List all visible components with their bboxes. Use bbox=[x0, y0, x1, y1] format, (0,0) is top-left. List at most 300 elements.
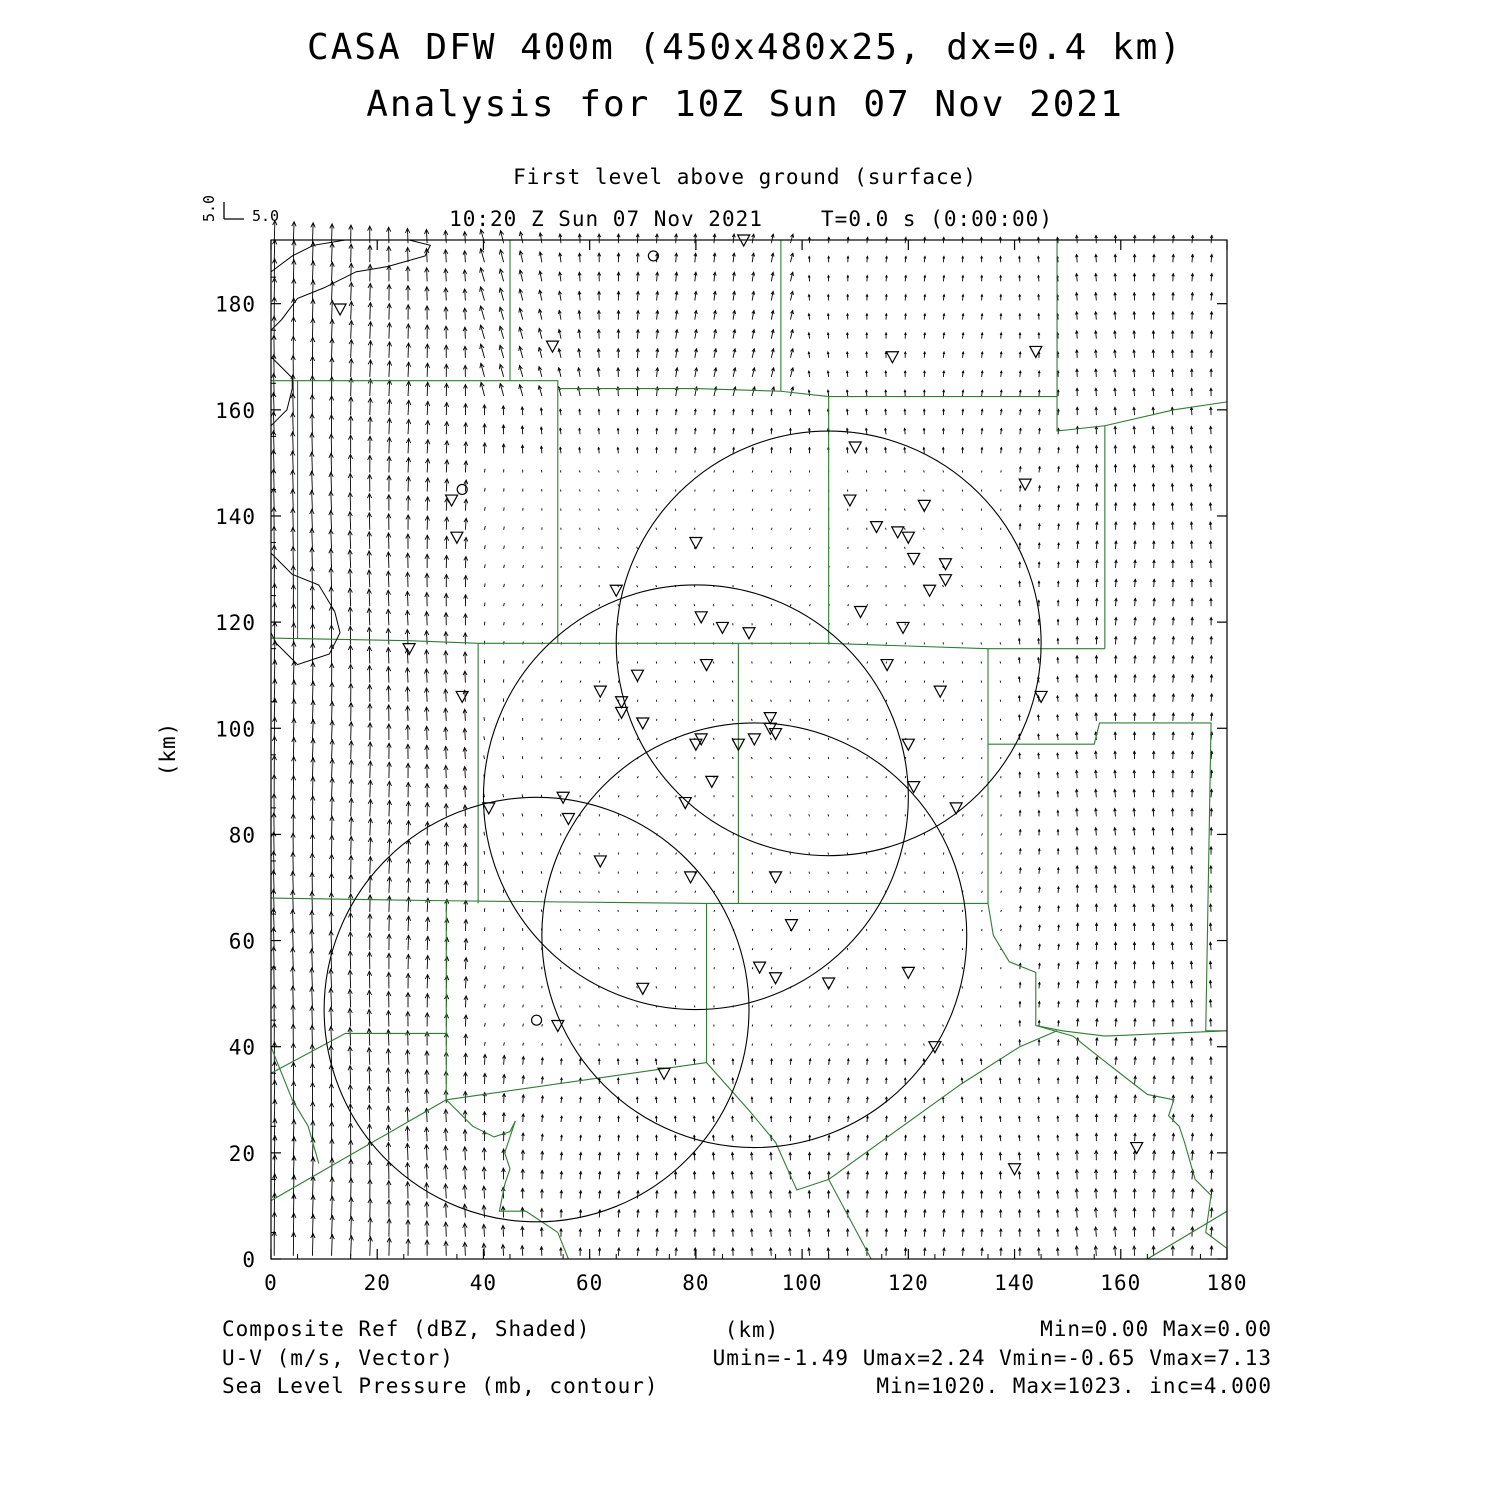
station-triangle-marker bbox=[940, 575, 952, 586]
wind-vector bbox=[676, 814, 677, 816]
wind-vector bbox=[675, 623, 676, 625]
station-triangle-marker bbox=[706, 776, 718, 787]
wind-vector bbox=[504, 565, 505, 568]
wind-vector bbox=[981, 1024, 982, 1026]
station-triangle-marker bbox=[770, 729, 782, 740]
wind-vector bbox=[962, 986, 963, 988]
wind-vector bbox=[351, 722, 352, 740]
wind-vector bbox=[963, 853, 964, 855]
wind-vector bbox=[485, 488, 486, 492]
wind-vector bbox=[963, 776, 964, 778]
wind-vector bbox=[657, 795, 658, 797]
wind-vector bbox=[656, 547, 657, 549]
wind-vector bbox=[293, 508, 294, 529]
wind-vector bbox=[407, 1163, 408, 1180]
wind-vector bbox=[943, 490, 944, 492]
wind-vector bbox=[828, 872, 829, 874]
station-triangle-marker bbox=[716, 622, 728, 633]
wind-vector bbox=[752, 986, 753, 988]
wind-vector bbox=[523, 584, 524, 587]
wind-vector bbox=[733, 509, 734, 511]
wind-vector bbox=[312, 949, 313, 969]
wind-vector bbox=[293, 451, 294, 472]
wind-vector bbox=[542, 566, 543, 568]
wind-vector bbox=[446, 1222, 447, 1237]
wind-vector bbox=[771, 948, 772, 950]
x-tick-label: 60 bbox=[576, 1271, 604, 1295]
wind-vector bbox=[312, 930, 313, 950]
wind-vector bbox=[579, 470, 580, 472]
wind-vector bbox=[408, 935, 409, 950]
wind-vector bbox=[866, 490, 867, 492]
wind-vector bbox=[656, 1024, 657, 1026]
wind-vector bbox=[982, 891, 983, 893]
y-tick-label: 100 bbox=[215, 717, 256, 742]
wind-vector bbox=[312, 1234, 313, 1256]
wind-vector bbox=[637, 1005, 638, 1007]
wind-vector bbox=[541, 814, 542, 816]
wind-vector bbox=[771, 1024, 772, 1026]
county-boundary bbox=[988, 723, 1227, 1031]
wind-vector bbox=[350, 1028, 351, 1046]
wind-vector bbox=[351, 1198, 352, 1218]
wind-vector bbox=[1000, 661, 1001, 663]
wind-vector bbox=[446, 880, 447, 893]
y-tick-label: 140 bbox=[215, 504, 256, 529]
x-tick-label: 160 bbox=[1100, 1271, 1142, 1295]
wind-vector bbox=[924, 566, 925, 568]
wind-vector bbox=[751, 719, 752, 721]
wind-vector bbox=[369, 589, 370, 606]
wind-vector bbox=[522, 852, 523, 855]
wind-vector bbox=[580, 719, 581, 721]
wind-vector bbox=[561, 604, 562, 606]
wind-vector bbox=[790, 528, 791, 530]
wind-vector bbox=[407, 591, 408, 606]
reference-vector-v-label: 5.0 bbox=[200, 194, 218, 222]
wind-vector bbox=[637, 566, 638, 568]
wind-vector bbox=[905, 661, 906, 663]
wind-vector bbox=[904, 528, 905, 530]
wind-vector bbox=[293, 986, 294, 1007]
wind-vector bbox=[751, 700, 752, 702]
x-axis-label: (km) bbox=[724, 1318, 780, 1342]
wind-vector bbox=[771, 528, 772, 530]
station-triangle-marker bbox=[631, 670, 643, 681]
station-triangle-marker bbox=[1030, 346, 1042, 357]
wind-vector bbox=[408, 381, 409, 396]
y-tick-label: 40 bbox=[228, 1035, 256, 1060]
wind-vector bbox=[732, 719, 733, 721]
wind-vector bbox=[351, 1236, 352, 1256]
wind-vector bbox=[407, 630, 408, 645]
station-triangle-marker bbox=[1019, 479, 1031, 490]
wind-vector bbox=[350, 512, 351, 530]
wind-vector bbox=[828, 795, 829, 797]
wind-vector bbox=[370, 761, 371, 778]
wind-vector bbox=[676, 891, 677, 893]
plot-area bbox=[271, 221, 1227, 1259]
county-boundary bbox=[271, 381, 1227, 431]
station-triangle-marker bbox=[844, 495, 856, 506]
wind-vector bbox=[695, 814, 696, 816]
wind-vector bbox=[657, 757, 658, 759]
wind-vector bbox=[331, 568, 332, 587]
wind-vector bbox=[599, 719, 600, 721]
wind-vector bbox=[618, 948, 619, 950]
wind-vector bbox=[332, 1158, 333, 1179]
wind-vector bbox=[485, 985, 486, 989]
wind-vector bbox=[732, 681, 733, 683]
wind-vector bbox=[618, 566, 619, 568]
wind-vector bbox=[579, 910, 580, 912]
wind-vector bbox=[331, 530, 332, 549]
wind-vector bbox=[733, 891, 734, 893]
wind-vector bbox=[675, 661, 676, 663]
wind-vector bbox=[485, 564, 486, 568]
wind-vector bbox=[312, 892, 313, 912]
wind-vector bbox=[886, 681, 887, 683]
wind-vector bbox=[848, 681, 849, 683]
wind-vector bbox=[523, 1024, 524, 1027]
wind-vector bbox=[407, 1088, 408, 1103]
wind-vector bbox=[790, 509, 791, 511]
wind-vector bbox=[713, 661, 714, 663]
wind-vector bbox=[637, 776, 638, 778]
wind-vector bbox=[771, 795, 772, 797]
wind-vector bbox=[427, 497, 428, 511]
wind-vector bbox=[408, 859, 409, 874]
wind-vector bbox=[369, 1048, 370, 1065]
wind-vector bbox=[867, 719, 868, 721]
wind-vector bbox=[963, 814, 964, 816]
station-triangle-marker bbox=[934, 686, 946, 697]
plot-frame bbox=[271, 240, 1227, 1259]
footer-field2-stats: Umin=-1.49 Umax=2.24 Vmin=-0.65 Vmax=7.13 bbox=[712, 1346, 1272, 1370]
station-triangle-marker bbox=[594, 856, 606, 867]
wind-vector bbox=[905, 547, 906, 549]
wind-vector bbox=[981, 623, 982, 625]
wind-vector bbox=[752, 470, 753, 472]
station-triangle-marker bbox=[754, 962, 766, 973]
wind-vector bbox=[484, 755, 485, 759]
county-boundary bbox=[1036, 1025, 1227, 1248]
wind-vector bbox=[962, 642, 963, 644]
wind-vector bbox=[389, 877, 390, 893]
wind-vector bbox=[598, 470, 599, 472]
wind-vector bbox=[598, 929, 599, 931]
wind-vector bbox=[1000, 681, 1001, 683]
wind-vector bbox=[904, 490, 905, 492]
wind-vector bbox=[752, 681, 753, 683]
wind-vector bbox=[312, 471, 313, 491]
y-tick-label: 120 bbox=[215, 611, 256, 636]
wind-vector bbox=[771, 776, 772, 778]
wind-vector bbox=[809, 833, 810, 835]
wind-vector bbox=[389, 800, 390, 816]
elapsed-time: T=0.0 s (0:00:00) bbox=[821, 207, 1053, 231]
wind-vector bbox=[752, 910, 753, 912]
wind-vector bbox=[485, 526, 486, 530]
wind-vector bbox=[388, 1068, 389, 1084]
wind-vector bbox=[1001, 470, 1002, 472]
wind-vector bbox=[656, 986, 657, 988]
wind-vector bbox=[351, 359, 352, 377]
wind-vector bbox=[389, 380, 390, 396]
wind-vector bbox=[293, 279, 294, 300]
wind-vector bbox=[790, 547, 791, 549]
station-triangle-marker bbox=[557, 792, 569, 803]
wind-vector bbox=[752, 547, 753, 549]
wind-vector bbox=[885, 470, 886, 472]
wind-vector bbox=[350, 951, 351, 969]
wind-vector bbox=[331, 491, 332, 510]
wind-vector bbox=[695, 929, 696, 931]
wind-vector bbox=[714, 929, 715, 931]
radar-range-rings bbox=[324, 431, 1041, 1222]
wind-vector bbox=[810, 604, 811, 606]
county-boundary bbox=[829, 1031, 1057, 1180]
wind-vector bbox=[522, 890, 523, 893]
wind-vector bbox=[675, 1024, 676, 1026]
wind-vector bbox=[445, 1165, 446, 1180]
wind-vector bbox=[810, 1005, 811, 1007]
wind-vector bbox=[312, 452, 313, 472]
wind-vector bbox=[484, 736, 485, 740]
wind-vector bbox=[369, 627, 370, 644]
wind-vector bbox=[866, 470, 867, 472]
wind-vector bbox=[637, 509, 638, 511]
x-tick-label: 0 bbox=[264, 1271, 278, 1295]
y-tick-label: 160 bbox=[215, 398, 256, 423]
wind-vector bbox=[637, 967, 638, 969]
wind-vector bbox=[751, 757, 752, 759]
wind-vector bbox=[618, 757, 619, 759]
wind-vector bbox=[1000, 604, 1001, 606]
wind-vector bbox=[407, 1050, 408, 1065]
wind-vector bbox=[312, 681, 313, 701]
wind-vector bbox=[312, 509, 313, 529]
wind-vector bbox=[332, 262, 333, 281]
wind-vector bbox=[982, 853, 983, 855]
level-subtitle: First level above ground (surface) bbox=[513, 165, 977, 189]
wind-vector bbox=[426, 1145, 427, 1161]
wind-vector bbox=[388, 590, 389, 606]
wind-vector bbox=[408, 821, 409, 836]
station-triangle-marker bbox=[743, 628, 755, 639]
wind-vector bbox=[618, 719, 619, 721]
wind-vector bbox=[560, 929, 561, 931]
wind-vector bbox=[465, 1147, 466, 1160]
wind-vector bbox=[886, 719, 887, 721]
wind-vector bbox=[714, 490, 715, 492]
station-triangle-marker bbox=[616, 707, 628, 718]
wind-vector bbox=[905, 681, 906, 683]
county-boundaries bbox=[271, 240, 1227, 1259]
wind-vector bbox=[598, 490, 599, 492]
station-triangle-marker bbox=[902, 532, 914, 543]
wind-vector bbox=[523, 661, 524, 664]
wind-vector bbox=[579, 948, 580, 950]
footer-field1-stats: Min=0.00 Max=0.00 bbox=[1040, 1317, 1272, 1341]
wind-vector bbox=[656, 585, 657, 587]
wind-vector bbox=[656, 566, 657, 568]
wind-vector bbox=[388, 609, 389, 625]
wind-vector bbox=[446, 1109, 447, 1122]
wind-vector bbox=[407, 1144, 408, 1161]
wind-vector bbox=[598, 948, 599, 950]
wind-vector bbox=[732, 661, 733, 663]
wind-vector bbox=[369, 1105, 370, 1122]
wind-vector bbox=[541, 890, 542, 892]
x-tick-label: 140 bbox=[994, 1271, 1036, 1295]
wind-vector bbox=[848, 623, 849, 625]
wind-vector bbox=[485, 545, 486, 549]
wind-vector bbox=[962, 528, 963, 530]
wind-vector bbox=[981, 661, 982, 663]
wind-vector bbox=[599, 681, 600, 683]
wind-vector bbox=[293, 394, 294, 415]
station-triangle-marker bbox=[870, 522, 882, 533]
wind-vector bbox=[351, 741, 352, 759]
wind-vector bbox=[713, 700, 714, 702]
wind-vector bbox=[350, 607, 351, 625]
wind-vector bbox=[599, 1005, 600, 1007]
wind-vector bbox=[561, 700, 562, 702]
wind-vector bbox=[522, 794, 523, 797]
wind-vector bbox=[981, 566, 982, 568]
x-tick-label: 100 bbox=[781, 1271, 823, 1295]
x-tick-label: 20 bbox=[363, 1271, 391, 1295]
wind-vector bbox=[847, 833, 848, 835]
wind-vector bbox=[332, 319, 333, 338]
wind-vector bbox=[943, 795, 944, 797]
wind-vector bbox=[293, 967, 294, 988]
wind-vector bbox=[867, 623, 868, 625]
wind-vector bbox=[771, 814, 772, 816]
wind-vector bbox=[351, 301, 352, 319]
wind-vector bbox=[389, 323, 390, 339]
wind-vector bbox=[541, 833, 542, 835]
wind-vector bbox=[904, 509, 905, 511]
wind-vector bbox=[350, 989, 351, 1007]
station-triangle-marker bbox=[855, 607, 867, 618]
wind-vector bbox=[656, 623, 657, 625]
wind-vector bbox=[713, 681, 714, 683]
wind-vector bbox=[427, 1089, 428, 1103]
wind-vector bbox=[389, 896, 390, 912]
wind-vector bbox=[618, 1044, 619, 1046]
wind-vector bbox=[905, 700, 906, 702]
wind-vector bbox=[351, 836, 352, 854]
station-triangle-marker bbox=[924, 585, 936, 596]
wind-vector bbox=[407, 610, 408, 625]
wind-vector bbox=[790, 585, 791, 587]
station-triangle-marker bbox=[637, 718, 649, 729]
wind-vector bbox=[675, 566, 676, 568]
wind-vector bbox=[771, 566, 772, 568]
wind-vector bbox=[446, 288, 447, 301]
wind-vector bbox=[924, 470, 925, 472]
wind-vector bbox=[504, 584, 505, 587]
wind-vector bbox=[351, 798, 352, 816]
wind-vector bbox=[637, 948, 638, 950]
station-triangle-marker bbox=[690, 538, 702, 549]
wind-vector bbox=[1000, 1044, 1001, 1046]
wind-vector bbox=[504, 622, 505, 625]
wind-vector bbox=[771, 986, 772, 988]
wind-vector bbox=[943, 776, 944, 778]
wind-vector bbox=[484, 1167, 485, 1179]
wind-vector bbox=[675, 547, 676, 549]
wind-vector bbox=[943, 1005, 944, 1007]
wind-vector bbox=[446, 1203, 447, 1218]
wind-vector bbox=[637, 528, 638, 530]
wind-vector bbox=[522, 814, 523, 817]
wind-vector bbox=[370, 780, 371, 797]
wind-vector bbox=[579, 967, 580, 969]
wind-vector bbox=[523, 1005, 524, 1008]
wind-vector bbox=[293, 890, 294, 911]
wind-vector bbox=[389, 399, 390, 415]
wind-vector bbox=[369, 532, 370, 549]
station-triangle-marker bbox=[881, 660, 893, 671]
wind-vector bbox=[790, 1044, 791, 1046]
wind-vector bbox=[332, 1216, 333, 1237]
wind-vector bbox=[503, 794, 504, 797]
station-triangle-marker bbox=[451, 532, 463, 543]
title-line-1: CASA DFW 400m (450x480x25, dx=0.4 km) bbox=[307, 27, 1183, 68]
wind-vector bbox=[542, 604, 543, 606]
wind-vector bbox=[943, 738, 944, 740]
wind-vector bbox=[790, 795, 791, 797]
wind-vector bbox=[427, 382, 428, 396]
station-triangle-marker bbox=[562, 813, 574, 824]
wind-vector bbox=[312, 777, 313, 797]
wind-vector bbox=[886, 700, 887, 702]
wind-vector bbox=[695, 853, 696, 855]
wind-vector bbox=[408, 419, 409, 434]
wind-vector bbox=[484, 717, 485, 721]
wind-vector bbox=[1001, 833, 1002, 835]
wind-vector bbox=[579, 872, 580, 874]
wind-vector bbox=[426, 1164, 427, 1180]
station-triangle-marker bbox=[483, 803, 495, 814]
wind-vector bbox=[866, 929, 867, 931]
wind-vector bbox=[637, 833, 638, 835]
wind-vector bbox=[637, 795, 638, 797]
wind-vector bbox=[618, 547, 619, 549]
wind-vector bbox=[828, 891, 829, 893]
wind-vector bbox=[370, 303, 371, 320]
wind-vector bbox=[752, 528, 753, 530]
wind-vector bbox=[752, 490, 753, 492]
wind-vector bbox=[389, 342, 390, 358]
wind-vector bbox=[1000, 700, 1001, 702]
wind-vector bbox=[656, 509, 657, 511]
wind-vector bbox=[962, 566, 963, 568]
wind-vector bbox=[810, 986, 811, 988]
wind-vector bbox=[847, 814, 848, 816]
wind-vector bbox=[561, 719, 562, 721]
wind-vector bbox=[982, 814, 983, 816]
wind-vector bbox=[561, 681, 562, 683]
station-triangle-marker bbox=[403, 644, 415, 655]
wind-vector bbox=[331, 988, 332, 1007]
wind-vector bbox=[351, 779, 352, 797]
wind-vector bbox=[485, 1023, 486, 1027]
wind-vector bbox=[446, 651, 447, 664]
